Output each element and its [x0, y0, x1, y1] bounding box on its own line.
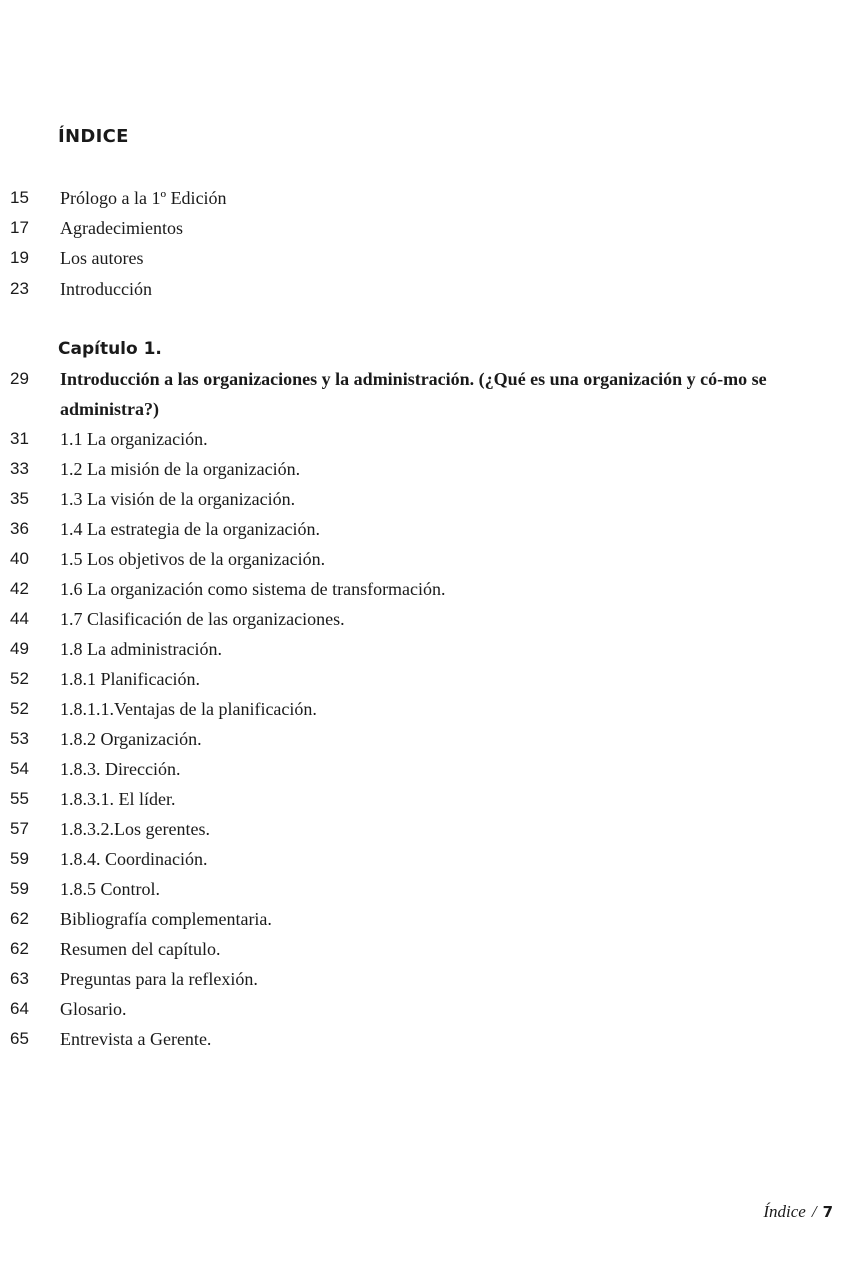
toc-entry-text: 1.8.3.1. El líder. — [60, 789, 176, 809]
toc-entry — [0, 484, 845, 514]
toc-page-number: 19 — [10, 248, 29, 267]
toc-entry — [0, 213, 845, 243]
toc-entry-text: 1.8.5 Control. — [60, 879, 161, 899]
toc-page-number: 40 — [10, 549, 29, 568]
toc-entry — [0, 994, 845, 1024]
footer-page-number: 7 — [822, 1203, 833, 1221]
toc-page-number: 57 — [10, 819, 29, 838]
toc-page-number: 31 — [10, 429, 29, 448]
toc-entry-text: Prólogo a la 1º Edición — [60, 188, 227, 208]
toc-entry-text: Resumen del capítulo. — [60, 939, 221, 959]
toc-entry — [0, 634, 845, 664]
toc-page-number: 36 — [10, 519, 29, 538]
toc-entry-text: 1.1 La organización. — [60, 429, 208, 449]
toc-page-number: 54 — [10, 759, 29, 778]
toc-page-number: 42 — [10, 579, 29, 598]
toc-entry-text: 1.4 La estrategia de la organización. — [60, 519, 321, 539]
chapter-heading-entry — [0, 364, 845, 426]
toc-entry-text: 1.8.2 Organización. — [60, 729, 202, 749]
toc-entry — [0, 664, 845, 694]
toc-entry-text: Bibliografía complementaria. — [60, 909, 272, 929]
toc-page-number: 62 — [10, 939, 29, 958]
toc-entry-text: 1.2 La misión de la organización. — [60, 459, 301, 479]
toc-entry — [0, 814, 845, 844]
toc-page-number: 49 — [10, 639, 29, 658]
toc-page-number: 29 — [10, 369, 29, 388]
toc-page-number: 23 — [10, 279, 29, 298]
toc-page-number: 17 — [10, 218, 29, 237]
toc-page-number: 59 — [10, 849, 29, 868]
toc-entry-text: Entrevista a Gerente. — [60, 1029, 212, 1049]
toc-page-number: 64 — [10, 999, 29, 1018]
toc-entry — [0, 604, 845, 634]
toc-entry-text: Preguntas para la reflexión. — [60, 969, 258, 989]
toc-page-number: 33 — [10, 459, 29, 478]
toc-entry-text: 1.8.1.1.Ventajas de la planificación. — [60, 699, 317, 719]
toc-entry — [0, 754, 845, 784]
chapter-heading-text: Introducción a las organizaciones y la administración. (¿Qué es una organización y có-mo se administra?) — [60, 369, 767, 419]
toc-page-number: 55 — [10, 789, 29, 808]
toc-entry — [0, 784, 845, 814]
toc-entry-text: 1.8.4. Coordinación. — [60, 849, 208, 869]
toc-page-number: 52 — [10, 699, 29, 718]
toc-entry — [0, 724, 845, 754]
toc-entry-text: Agradecimientos — [60, 218, 183, 238]
toc-entry-text: 1.7 Clasificación de las organizaciones. — [60, 609, 345, 629]
toc-entry — [0, 1024, 845, 1054]
toc-entry — [0, 243, 845, 273]
toc-entry — [0, 544, 845, 574]
toc-entry — [0, 514, 845, 544]
toc-entry-text: 1.8 La administración. — [60, 639, 222, 659]
footer-label: Índice — [763, 1202, 806, 1221]
toc-page-number: 59 — [10, 879, 29, 898]
toc-entry-text: Glosario. — [60, 999, 127, 1019]
toc-page-number: 15 — [10, 188, 29, 207]
toc-page-number: 62 — [10, 909, 29, 928]
toc-entry — [0, 844, 845, 874]
toc-page-number: 63 — [10, 969, 29, 988]
page-title: ÍNDICE — [58, 126, 129, 147]
toc-page-number: 65 — [10, 1029, 29, 1048]
toc-page-number: 52 — [10, 669, 29, 688]
toc-entry-text: 1.8.1 Planificación. — [60, 669, 200, 689]
toc-entry-text: 1.8.3. Dirección. — [60, 759, 181, 779]
toc-entry-text: 1.8.3.2.Los gerentes. — [60, 819, 210, 839]
chapter-label: Capítulo 1. — [58, 339, 162, 359]
toc-entry — [0, 964, 845, 994]
toc-page-number: 53 — [10, 729, 29, 748]
toc-entry — [0, 874, 845, 904]
toc-entry — [0, 424, 845, 454]
toc-entry-text: Los autores — [60, 248, 144, 268]
toc-entry — [0, 183, 845, 213]
toc-page-number: 44 — [10, 609, 29, 628]
toc-page-number: 35 — [10, 489, 29, 508]
toc-entry — [0, 574, 845, 604]
toc-entry — [0, 904, 845, 934]
footer-separator: / — [811, 1202, 817, 1221]
toc-entry — [0, 694, 845, 724]
toc-entry — [0, 274, 845, 304]
toc-entry-text: Introducción — [60, 279, 152, 299]
toc-entry-text: 1.6 La organización como sistema de transformación. — [60, 579, 446, 599]
toc-entry-text: 1.3 La visión de la organización. — [60, 489, 296, 509]
toc-entry — [0, 454, 845, 484]
page-footer — [763, 1202, 833, 1222]
toc-entry-text: 1.5 Los objetivos de la organización. — [60, 549, 326, 569]
toc-entry — [0, 934, 845, 964]
